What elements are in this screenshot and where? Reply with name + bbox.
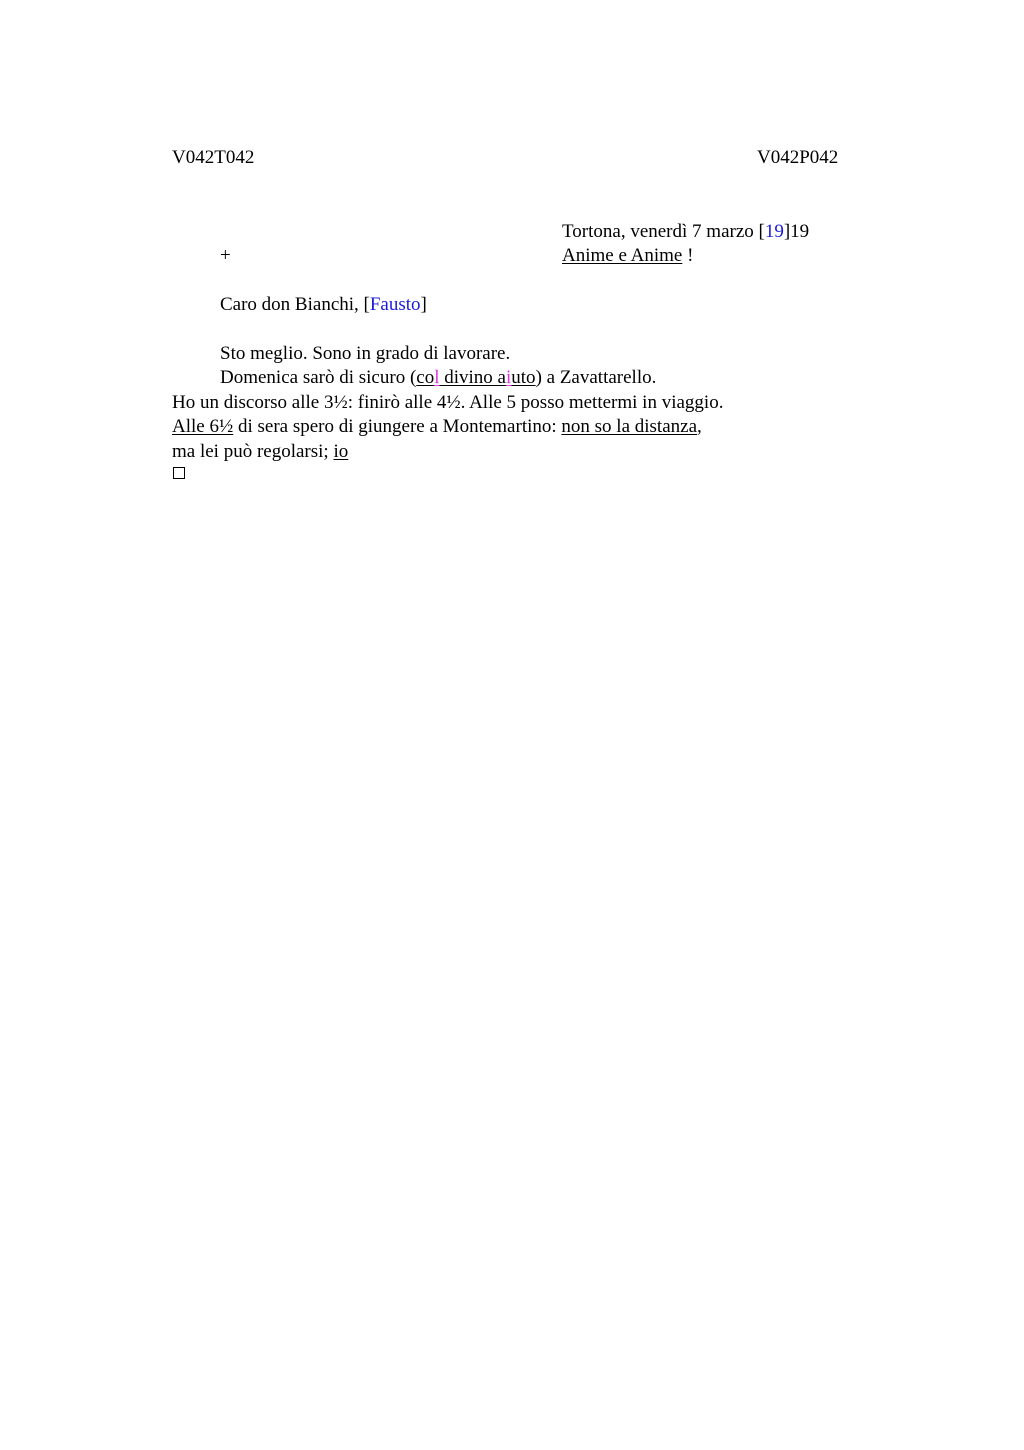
- body-line-3: Ho un discorso alle 3½: finirò alle 4½. Alle 5 posso mettermi in viaggio.: [172, 392, 724, 413]
- end-of-page-box-icon: [173, 467, 185, 479]
- motto-line: [562, 244, 693, 268]
- editorial-letter: i: [506, 367, 512, 388]
- editorial-year: 19: [764, 221, 784, 242]
- body-line-4-mid: di sera spero di giungere a Montemartino:: [233, 416, 562, 437]
- body-line-5: [172, 440, 348, 464]
- body-line-5-prefix: ma lei può regolarsi;: [172, 441, 334, 462]
- body-line-2: [220, 366, 656, 390]
- underlined-text: uto: [511, 367, 536, 388]
- underlined-text: co: [416, 367, 435, 388]
- salutation-suffix: ]: [420, 294, 427, 315]
- motto-text: Anime e Anime: [562, 245, 683, 266]
- body-line-2-prefix: Domenica sarò di sicuro (: [220, 367, 417, 388]
- place-date-prefix: Tortona, venerdì 7 marzo [: [562, 221, 765, 242]
- header-right-code: V042P042: [757, 147, 839, 168]
- underlined-text: non so la distanza: [561, 416, 698, 437]
- body-line-2-suffix: ) a Zavattarello.: [535, 367, 657, 388]
- editorial-letter: l: [434, 367, 440, 388]
- body-line-4: [172, 415, 702, 439]
- header-left-code: V042T042: [172, 147, 255, 168]
- underlined-text: io: [333, 441, 349, 462]
- body-line-1: Sto meglio. Sono in grado di lavorare.: [220, 343, 511, 364]
- cross-symbol: +: [220, 245, 231, 266]
- underlined-text: Alle 6½: [172, 416, 234, 437]
- place-date-line: [562, 220, 809, 244]
- editorial-name: Fausto: [369, 294, 421, 315]
- salutation: [220, 293, 427, 317]
- body-line-4-end: ,: [697, 416, 702, 437]
- motto-end: !: [682, 245, 694, 266]
- salutation-prefix: Caro don Bianchi, [: [220, 294, 370, 315]
- underlined-text: divino a: [439, 367, 506, 388]
- place-date-suffix: ]19: [783, 221, 810, 242]
